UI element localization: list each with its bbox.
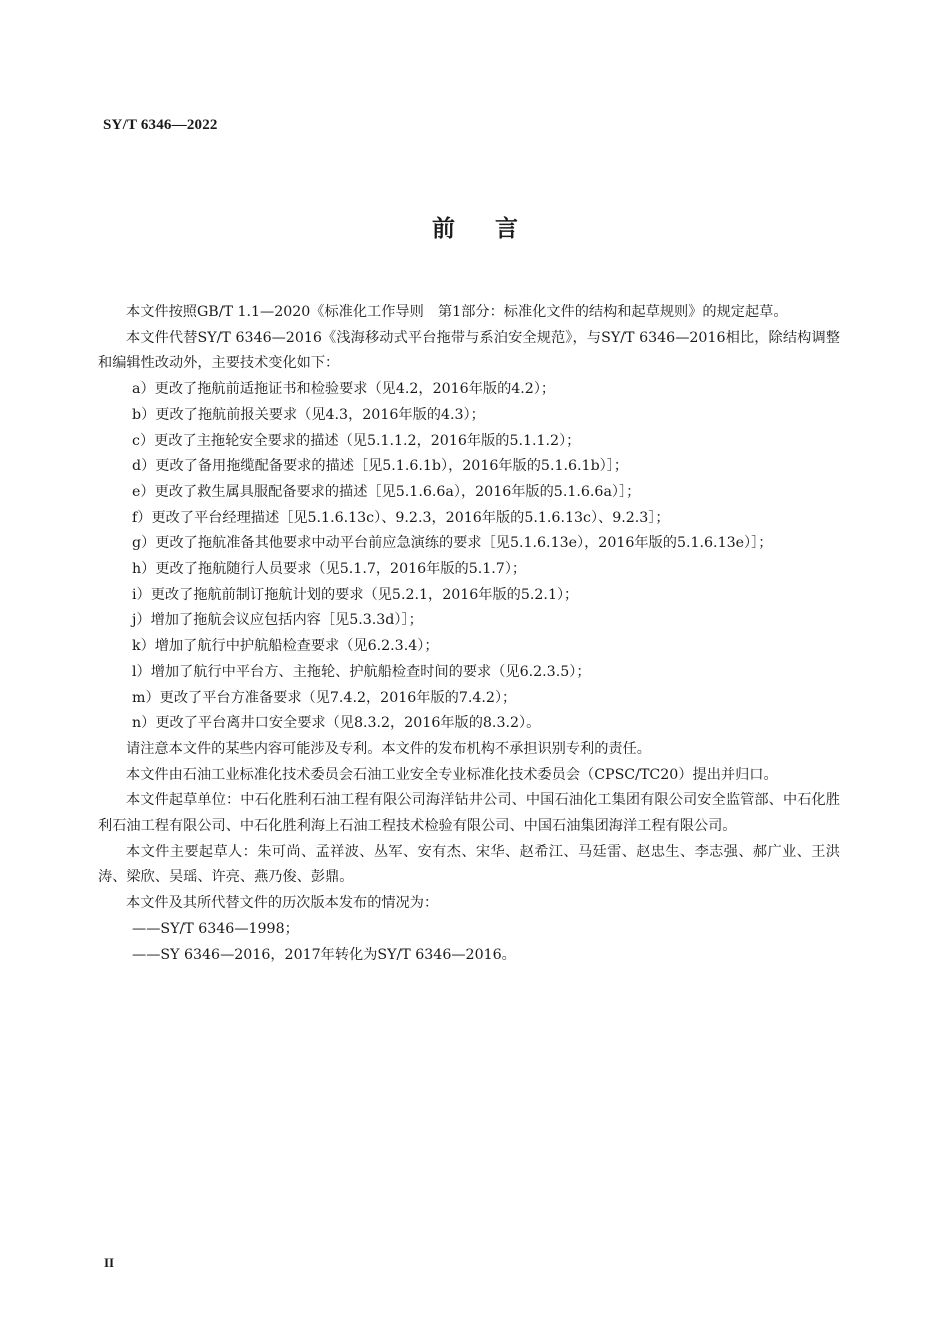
list-item: h）更改了拖航随行人员要求（见5.1.7，2016年版的5.1.7）；: [132, 561, 527, 578]
list-item: l）增加了航行中平台方、主拖轮、护航船检查时间的要求（见6.2.3.5）；: [132, 663, 591, 680]
standard-code: SY/T 6346—2022: [103, 117, 218, 133]
intro-paragraph: 本文件按照GB/T 1.1—2020《标准化工作导则 第1部分：标准化文件的结构和起草规则》的规定起草。: [126, 304, 788, 320]
page-number: II: [104, 1255, 115, 1270]
drafting-units-paragraph: 本文件起草单位：中石化胜利石油工程有限公司海洋钻井公司、中国石油化工集团有限公司安全监管部、中石化胜利石油工程有限公司、中石化胜利海上石油工程技术检验有限公司、中国石油集团海洋工程有限公司。: [98, 792, 840, 835]
list-item: i）更改了拖航前制订拖航计划的要求（见5.2.1，2016年版的5.2.1）；: [132, 586, 579, 603]
patent-notice: 请注意本文件的某些内容可能涉及专利。本文件的发布机构不承担识别专利的责任。: [126, 740, 651, 757]
list-item: e）更改了救生属具服配备要求的描述［见5.1.6.6a），2016年版的5.1.6.6a）］；: [132, 483, 641, 500]
list-item: j）增加了拖航会议应包括内容［见5.3.3d）］；: [132, 612, 423, 629]
list-item: b）更改了拖航前报关要求（见4.3，2016年版的4.3）；: [132, 406, 485, 423]
history-intro: 本文件及其所代替文件的历次版本发布的情况为：: [126, 895, 439, 912]
version-history: [98, 917, 840, 968]
history-item: ——SY/T 6346—1998；: [132, 920, 299, 937]
list-item: n）更改了平台离井口安全要求（见8.3.2，2016年版的8.3.2）。: [132, 715, 541, 732]
list-item: d）更改了备用拖缆配备要求的描述［见5.1.6.1b），2016年版的5.1.6.1b）］；: [132, 458, 629, 475]
list-item: m）更改了平台方准备要求（见7.4.2，2016年版的7.4.2）；: [132, 689, 517, 706]
proposer-paragraph: 本文件由石油工业标准化技术委员会石油工业安全专业标准化技术委员会（CPSC/TC20）提出并归口。: [126, 766, 778, 783]
drafters-paragraph: 本文件主要起草人：朱可尚、孟祥波、丛军、安有杰、宋华、赵希江、马廷雷、赵忠生、李志强、郝广业、王洪涛、梁欣、吴瑶、许亮、燕乃俊、彭鼎。: [98, 843, 840, 886]
list-item: k）增加了航行中护航船检查要求（见6.2.3.4）；: [132, 638, 439, 655]
document-body: [98, 300, 840, 968]
page-title: 前言: [432, 216, 558, 242]
list-item: f）更改了平台经理描述［见5.1.6.13c）、9.2.3，2016年版的5.1.6.13c）、9.2.3］；: [132, 509, 670, 526]
list-item: g）更改了拖航准备其他要求中动平台前应急演练的要求［见5.1.6.13e），2016年版的5.1.6.13e）］；: [132, 535, 773, 552]
history-item: ——SY 6346—2016，2017年转化为SY/T 6346—2016。: [132, 946, 516, 963]
list-item: a）更改了拖航前适拖证书和检验要求（见4.2，2016年版的4.2）；: [132, 381, 556, 398]
change-list: [98, 377, 840, 737]
list-item: c）更改了主拖轮安全要求的描述（见5.1.1.2，2016年版的5.1.1.2）；: [132, 432, 581, 449]
intro-paragraph: 本文件代替SY/T 6346—2016《浅海移动式平台拖带与系泊安全规范》，与SY/T 6346—2016相比，除结构调整和编辑性改动外，主要技术变化如下：: [98, 329, 840, 372]
